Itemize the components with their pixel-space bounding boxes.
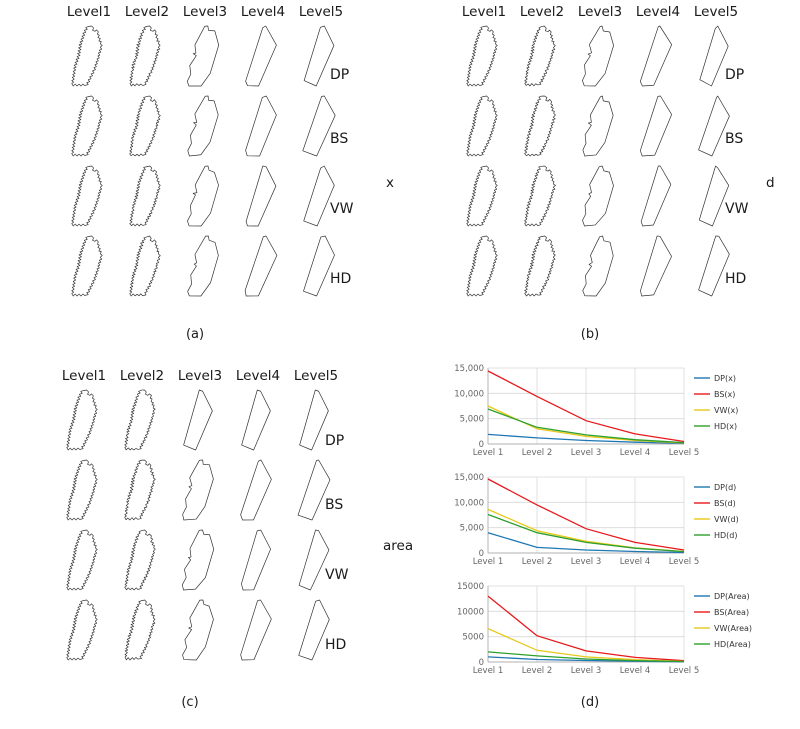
column-header-level2: Level2 (119, 368, 165, 384)
shape-vw-level1 (60, 164, 118, 234)
svg-text:HD(Area): HD(Area) (714, 640, 751, 649)
panel-a-column-headers (60, 4, 350, 20)
shape-dp-level3 (571, 24, 629, 94)
shape-vw-level4 (229, 528, 287, 598)
svg-text:10,000: 10,000 (454, 389, 484, 400)
svg-text:Level 4: Level 4 (619, 448, 651, 458)
shape-bs-level4 (229, 458, 287, 528)
svg-text:BS(Area): BS(Area) (714, 608, 750, 617)
shape-hd-level3 (571, 234, 629, 304)
shape-bs-level1 (60, 94, 118, 164)
svg-text:Level 2: Level 2 (521, 666, 553, 676)
row-label-hd: HD (325, 637, 347, 653)
svg-text:HD(d): HD(d) (714, 531, 738, 540)
svg-text:Level 3: Level 3 (570, 557, 602, 567)
shape-dp-level1 (455, 24, 513, 94)
svg-text:VW(x): VW(x) (714, 406, 739, 415)
shape-bs-level2 (513, 94, 571, 164)
svg-text:Level 1: Level 1 (472, 448, 504, 458)
shape-dp-level2 (118, 24, 176, 94)
chart-x-metrics (450, 360, 770, 460)
svg-text:15000: 15000 (456, 582, 484, 592)
svg-text:5,000: 5,000 (459, 523, 484, 534)
shape-vw-level5 (292, 164, 350, 234)
panel-a (0, 0, 400, 350)
shape-bs-level3 (571, 94, 629, 164)
svg-text:BS(d): BS(d) (714, 499, 736, 508)
column-header-level1: Level1 (66, 4, 112, 20)
shape-hd-level3 (176, 234, 234, 304)
row-label-dp: DP (330, 67, 350, 83)
shape-bs-level3 (171, 458, 229, 528)
shape-hd-level4 (629, 234, 687, 304)
svg-text:10,000: 10,000 (454, 498, 484, 509)
svg-text:0: 0 (478, 549, 484, 559)
row-label-bs: BS (330, 131, 349, 147)
shape-dp-level1 (60, 24, 118, 94)
row-label-vw: VW (325, 567, 349, 583)
panel-a-caption: (a) (185, 327, 205, 342)
shape-bs-level5 (687, 94, 745, 164)
row-label-dp: DP (325, 433, 345, 449)
shape-dp-level4 (629, 24, 687, 94)
panel-c-column-headers (55, 368, 345, 384)
shape-vw-level2 (513, 164, 571, 234)
shape-bs-level2 (118, 94, 176, 164)
shape-bs-level5 (292, 94, 350, 164)
column-header-level3: Level3 (577, 4, 623, 20)
svg-text:HD(x): HD(x) (714, 422, 738, 431)
svg-text:10000: 10000 (456, 607, 484, 618)
svg-text:15,000: 15,000 (454, 364, 484, 374)
shape-hd-level5 (292, 234, 350, 304)
shape-hd-level5 (687, 234, 745, 304)
panel-d (400, 350, 800, 729)
row-label-vw: VW (725, 201, 749, 217)
svg-text:Level 4: Level 4 (619, 666, 651, 676)
column-header-level5: Level5 (693, 4, 739, 20)
shape-bs-level3 (176, 94, 234, 164)
panel-b-caption: (b) (580, 327, 600, 342)
shape-dp-level5 (292, 24, 350, 94)
svg-text:Level 5: Level 5 (668, 448, 700, 458)
svg-text:Level 2: Level 2 (521, 557, 553, 567)
shape-vw-level1 (455, 164, 513, 234)
svg-text:Level 3: Level 3 (570, 666, 602, 676)
shape-vw-level2 (113, 528, 171, 598)
panel-b (400, 0, 800, 350)
shape-bs-level2 (113, 458, 171, 528)
column-header-level3: Level3 (177, 368, 223, 384)
panel-c-caption: (c) (181, 695, 199, 710)
shape-hd-level4 (229, 598, 287, 668)
shape-bs-level4 (629, 94, 687, 164)
panel-d-caption: (d) (580, 695, 600, 710)
svg-text:Level 5: Level 5 (668, 666, 700, 676)
shape-bs-level1 (455, 94, 513, 164)
column-header-level5: Level5 (293, 368, 339, 384)
column-header-level3: Level3 (182, 4, 228, 20)
panel-b-column-headers (455, 4, 745, 20)
row-label-vw: VW (330, 201, 354, 217)
column-header-level4: Level4 (635, 4, 681, 20)
shape-bs-level1 (55, 458, 113, 528)
svg-text:Level 1: Level 1 (472, 557, 504, 567)
shape-vw-level3 (176, 164, 234, 234)
shape-hd-level1 (455, 234, 513, 304)
column-header-level1: Level1 (61, 368, 107, 384)
panel-c-metric-label: area (383, 538, 414, 554)
column-header-level4: Level4 (240, 4, 286, 20)
column-header-level4: Level4 (235, 368, 281, 384)
shape-vw-level3 (171, 528, 229, 598)
shape-hd-level1 (60, 234, 118, 304)
shape-dp-level5 (687, 24, 745, 94)
svg-text:Level 4: Level 4 (619, 557, 651, 567)
shape-hd-level3 (171, 598, 229, 668)
shape-dp-level2 (513, 24, 571, 94)
row-label-dp: DP (725, 67, 745, 83)
svg-text:0: 0 (478, 658, 484, 668)
shape-dp-level1 (55, 388, 113, 458)
shape-hd-level1 (55, 598, 113, 668)
svg-text:VW(d): VW(d) (714, 515, 739, 524)
row-label-hd: HD (725, 271, 747, 287)
svg-text:5,000: 5,000 (459, 414, 484, 425)
shape-vw-level3 (571, 164, 629, 234)
svg-text:DP(d): DP(d) (714, 483, 737, 492)
svg-text:VW(Area): VW(Area) (714, 624, 753, 633)
shape-bs-level5 (287, 458, 345, 528)
shape-vw-level5 (687, 164, 745, 234)
chart-d-metrics (450, 469, 770, 569)
shape-hd-level5 (287, 598, 345, 668)
row-label-bs: BS (725, 131, 744, 147)
shape-vw-level2 (118, 164, 176, 234)
shape-hd-level2 (513, 234, 571, 304)
shape-vw-level4 (629, 164, 687, 234)
shape-dp-level3 (176, 24, 234, 94)
svg-text:5000: 5000 (462, 632, 484, 643)
column-header-level1: Level1 (461, 4, 507, 20)
svg-text:Level 2: Level 2 (521, 448, 553, 458)
row-label-hd: HD (330, 271, 352, 287)
svg-text:Level 3: Level 3 (570, 448, 602, 458)
svg-text:DP(Area): DP(Area) (714, 592, 750, 601)
svg-text:0: 0 (478, 440, 484, 450)
panel-a-metric-label: x (386, 175, 394, 191)
panel-b-metric-label: d (766, 175, 775, 191)
chart-area-metrics (450, 578, 770, 678)
column-header-level2: Level2 (124, 4, 170, 20)
column-header-level5: Level5 (298, 4, 344, 20)
shape-dp-level3 (171, 388, 229, 458)
svg-text:BS(x): BS(x) (714, 390, 736, 399)
shape-hd-level2 (118, 234, 176, 304)
shape-vw-level5 (287, 528, 345, 598)
column-header-level2: Level2 (519, 4, 565, 20)
shape-hd-level4 (234, 234, 292, 304)
shape-bs-level4 (234, 94, 292, 164)
shape-vw-level4 (234, 164, 292, 234)
shape-hd-level2 (113, 598, 171, 668)
shape-dp-level4 (234, 24, 292, 94)
shape-dp-level4 (229, 388, 287, 458)
svg-text:Level 1: Level 1 (472, 666, 504, 676)
svg-text:Level 5: Level 5 (668, 557, 700, 567)
svg-text:15,000: 15,000 (454, 473, 484, 483)
shape-vw-level1 (55, 528, 113, 598)
shape-dp-level2 (113, 388, 171, 458)
svg-text:DP(x): DP(x) (714, 374, 736, 383)
panel-c (0, 350, 414, 729)
row-label-bs: BS (325, 497, 344, 513)
